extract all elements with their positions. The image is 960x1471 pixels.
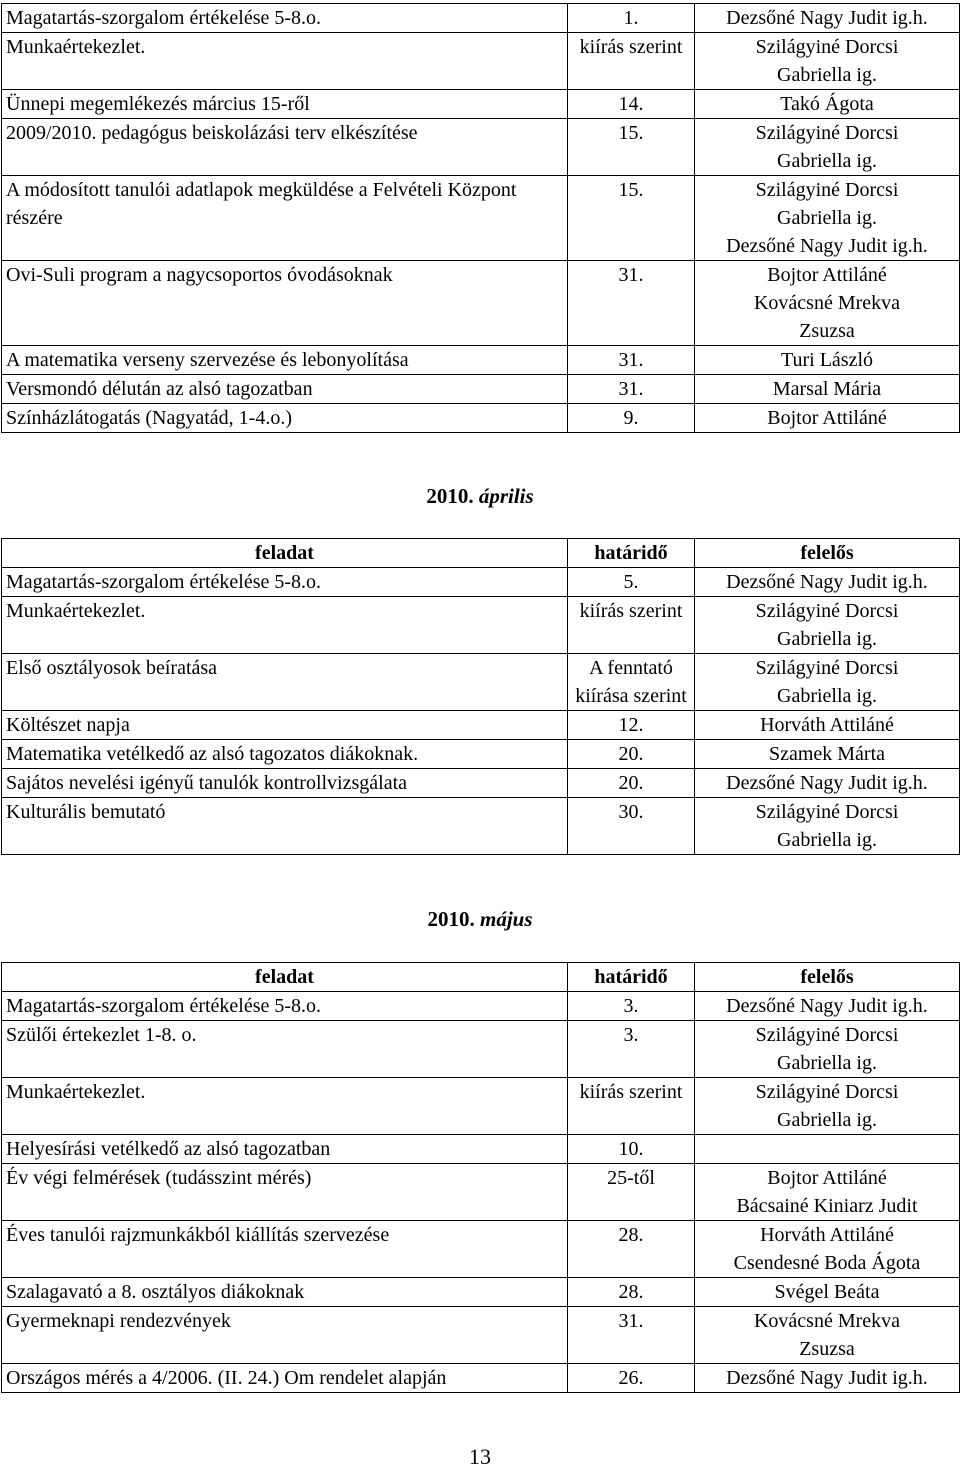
task-cell: Színházlátogatás (Nagyatád, 1-4.o.) — [2, 404, 568, 433]
responsible-name: Dezsőné Nagy Judit ig.h. — [726, 772, 928, 794]
table-row — [2, 798, 960, 855]
responsible-cell — [695, 404, 960, 433]
deadline-cell: 12. — [568, 711, 695, 740]
responsible-cell — [695, 654, 960, 711]
deadline-cell: 14. — [568, 90, 695, 119]
deadline-cell: kiírás szerint — [568, 1078, 695, 1135]
responsible-cell — [695, 1307, 960, 1364]
april-heading — [0, 484, 960, 509]
task-cell: Szalagavató a 8. osztályos diákoknak — [2, 1278, 568, 1307]
task-cell: Kulturális bemutató — [2, 798, 568, 855]
table-row — [2, 119, 960, 176]
table-row — [2, 375, 960, 404]
col-header-deadline: határidő — [568, 539, 695, 568]
responsible-cell — [695, 4, 960, 33]
responsible-cell — [695, 711, 960, 740]
responsible-cell — [695, 1278, 960, 1307]
deadline-cell: 31. — [568, 261, 695, 346]
task-cell: Gyermeknapi rendezvények — [2, 1307, 568, 1364]
table-row — [2, 1307, 960, 1364]
table-row — [2, 1021, 960, 1078]
table-row — [2, 568, 960, 597]
responsible-name: Gabriella ig. — [777, 1109, 877, 1131]
responsible-name: Zsuzsa — [799, 1338, 855, 1360]
responsible-name: Szilágyiné Dorcsi — [755, 600, 899, 622]
col-header-task: feladat — [2, 963, 568, 992]
task-cell: Helyesírási vetélkedő az alsó tagozatban — [2, 1135, 568, 1164]
responsible-name: Szilágyiné Dorcsi — [755, 179, 899, 201]
responsible-cell — [695, 597, 960, 654]
responsible-name: Marsal Mária — [772, 378, 882, 400]
deadline-cell: kiírás szerint — [568, 33, 695, 90]
may-table — [1, 962, 960, 1393]
responsible-cell — [695, 798, 960, 855]
deadline-cell: 28. — [568, 1278, 695, 1307]
responsible-name: Szilágyiné Dorcsi — [755, 1081, 899, 1103]
deadline-cell: 31. — [568, 375, 695, 404]
deadline-cell: 31. — [568, 1307, 695, 1364]
responsible-cell — [695, 90, 960, 119]
table-row — [2, 711, 960, 740]
responsible-cell — [695, 1078, 960, 1135]
table-row — [2, 176, 960, 261]
task-cell: Országos mérés a 4/2006. (II. 24.) Om rendelet alapján — [2, 1364, 568, 1393]
table-row — [2, 1078, 960, 1135]
deadline-cell: 30. — [568, 798, 695, 855]
responsible-cell — [695, 1364, 960, 1393]
responsible-name: Dezsőné Nagy Judit ig.h. — [726, 571, 928, 593]
task-cell: Év végi felmérések (tudásszint mérés) — [2, 1164, 568, 1221]
responsible-name: Gabriella ig. — [777, 1052, 877, 1074]
task-cell: Szülői értekezlet 1-8. o. — [2, 1021, 568, 1078]
table-row — [2, 90, 960, 119]
march-table — [1, 3, 960, 433]
april-table-body — [2, 568, 960, 855]
task-cell: 2009/2010. pedagógus beiskolázási terv elkészítése — [2, 119, 568, 176]
responsible-cell — [695, 261, 960, 346]
responsible-cell — [695, 568, 960, 597]
table-row — [2, 1221, 960, 1278]
deadline-cell: 15. — [568, 119, 695, 176]
task-cell: Munkaértekezlet. — [2, 597, 568, 654]
responsible-name: Svégel Beáta — [774, 1281, 880, 1303]
may-heading — [0, 907, 960, 932]
task-cell: Első osztályosok beíratása — [2, 654, 568, 711]
col-header-resp: felelős — [695, 539, 960, 568]
task-cell: Ünnepi megemlékezés március 15-ről — [2, 90, 568, 119]
responsible-name: Szilágyiné Dorcsi — [755, 36, 899, 58]
deadline-cell: 1. — [568, 4, 695, 33]
responsible-cell — [695, 375, 960, 404]
col-header-deadline: határidő — [568, 963, 695, 992]
table-row — [2, 1364, 960, 1393]
responsible-name: Kovácsné Mrekva — [753, 1310, 901, 1332]
table-row — [2, 740, 960, 769]
responsible-name: Szilágyiné Dorcsi — [755, 657, 899, 679]
responsible-name: Dezsőné Nagy Judit ig.h. — [726, 1367, 928, 1389]
task-cell: Matematika vetélkedő az alsó tagozatos diákoknak. — [2, 740, 568, 769]
task-cell: Költészet napja — [2, 711, 568, 740]
table-row — [2, 1278, 960, 1307]
responsible-name: Dezsőné Nagy Judit ig.h. — [726, 995, 928, 1017]
table-row — [2, 654, 960, 711]
table-row — [2, 1164, 960, 1221]
task-cell: Sajátos nevelési igényű tanulók kontrollvizsgálata — [2, 769, 568, 798]
deadline-cell: 31. — [568, 346, 695, 375]
responsible-name: Gabriella ig. — [777, 829, 877, 851]
responsible-cell — [695, 1164, 960, 1221]
responsible-name: Bojtor Attiláné — [767, 1167, 887, 1189]
responsible-cell — [695, 346, 960, 375]
responsible-name: Bojtor Attiláné — [767, 264, 887, 286]
responsible-cell — [695, 1021, 960, 1078]
responsible-name: Szilágyiné Dorcsi — [755, 122, 899, 144]
deadline-cell: 5. — [568, 568, 695, 597]
responsible-name: Bácsainé Kiniarz Judit — [736, 1195, 918, 1217]
responsible-name: Gabriella ig. — [777, 64, 877, 86]
responsible-name: Horváth Attiláné — [760, 714, 894, 736]
deadline-cell: 20. — [568, 740, 695, 769]
responsible-name: Gabriella ig. — [777, 628, 877, 650]
responsible-name: Bojtor Attiláné — [767, 407, 887, 429]
may-header-row — [2, 963, 960, 992]
responsible-name: Csendesné Boda Ágota — [733, 1252, 921, 1274]
table-row — [2, 33, 960, 90]
responsible-name: Takó Ágota — [780, 93, 874, 115]
april-table — [1, 538, 960, 855]
deadline-cell: 28. — [568, 1221, 695, 1278]
april-header-row — [2, 539, 960, 568]
table-row — [2, 404, 960, 433]
table-row — [2, 261, 960, 346]
responsible-cell — [695, 1221, 960, 1278]
deadline-cell: 25-től — [568, 1164, 695, 1221]
responsible-name: Gabriella ig. — [777, 150, 877, 172]
deadline-cell: 9. — [568, 404, 695, 433]
march-table-body — [2, 4, 960, 433]
may-table-body — [2, 992, 960, 1393]
task-cell: Magatartás-szorgalom értékelése 5-8.o. — [2, 992, 568, 1021]
responsible-name: Dezsőné Nagy Judit ig.h. — [726, 7, 928, 29]
responsible-cell — [695, 769, 960, 798]
april-month: április — [478, 484, 534, 508]
deadline-cell: 10. — [568, 1135, 695, 1164]
table-row — [2, 769, 960, 798]
col-header-task: feladat — [2, 539, 568, 568]
task-cell: Ovi-Suli program a nagycsoportos óvodásoknak — [2, 261, 568, 346]
task-cell: Munkaértekezlet. — [2, 33, 568, 90]
table-row — [2, 597, 960, 654]
responsible-name: Szamek Márta — [768, 743, 886, 765]
responsible-cell — [695, 176, 960, 261]
page-number: 13 — [469, 1444, 491, 1469]
task-cell: Éves tanulói rajzmunkákból kiállítás szervezése — [2, 1221, 568, 1278]
table-row — [2, 1135, 960, 1164]
responsible-name: Gabriella ig. — [777, 207, 877, 229]
responsible-name: Dezsőné Nagy Judit ig.h. — [726, 235, 928, 257]
responsible-cell — [695, 740, 960, 769]
deadline-cell: 3. — [568, 1021, 695, 1078]
responsible-name: Szilágyiné Dorcsi — [755, 801, 899, 823]
responsible-name: Gabriella ig. — [777, 685, 877, 707]
may-year: 2010. — [427, 907, 475, 931]
deadline-cell: 26. — [568, 1364, 695, 1393]
deadline-cell: kiírás szerint — [568, 597, 695, 654]
may-month: május — [479, 907, 533, 931]
deadline-cell: A fenntató kiírása szerint — [568, 654, 695, 711]
deadline-cell: 15. — [568, 176, 695, 261]
col-header-resp: felelős — [695, 963, 960, 992]
responsible-name: Horváth Attiláné — [760, 1224, 894, 1246]
table-row — [2, 992, 960, 1021]
deadline-cell: 3. — [568, 992, 695, 1021]
responsible-cell — [695, 119, 960, 176]
task-cell: Versmondó délután az alsó tagozatban — [2, 375, 568, 404]
responsible-cell — [695, 992, 960, 1021]
table-row — [2, 346, 960, 375]
task-cell: Magatartás-szorgalom értékelése 5-8.o. — [2, 4, 568, 33]
task-cell: Munkaértekezlet. — [2, 1078, 568, 1135]
responsible-name: Szilágyiné Dorcsi — [755, 1024, 899, 1046]
responsible-name: Turi László — [780, 349, 874, 371]
task-cell: Magatartás-szorgalom értékelése 5-8.o. — [2, 568, 568, 597]
deadline-cell: 20. — [568, 769, 695, 798]
responsible-name: Zsuzsa — [799, 320, 855, 342]
responsible-cell — [695, 1135, 960, 1164]
task-cell: A módosított tanulói adatlapok megküldése a Felvételi Központ részére — [2, 176, 568, 261]
responsible-name: Kovácsné Mrekva — [753, 292, 901, 314]
april-year: 2010. — [426, 484, 474, 508]
table-row — [2, 4, 960, 33]
responsible-cell — [695, 33, 960, 90]
task-cell: A matematika verseny szervezése és lebonyolítása — [2, 346, 568, 375]
